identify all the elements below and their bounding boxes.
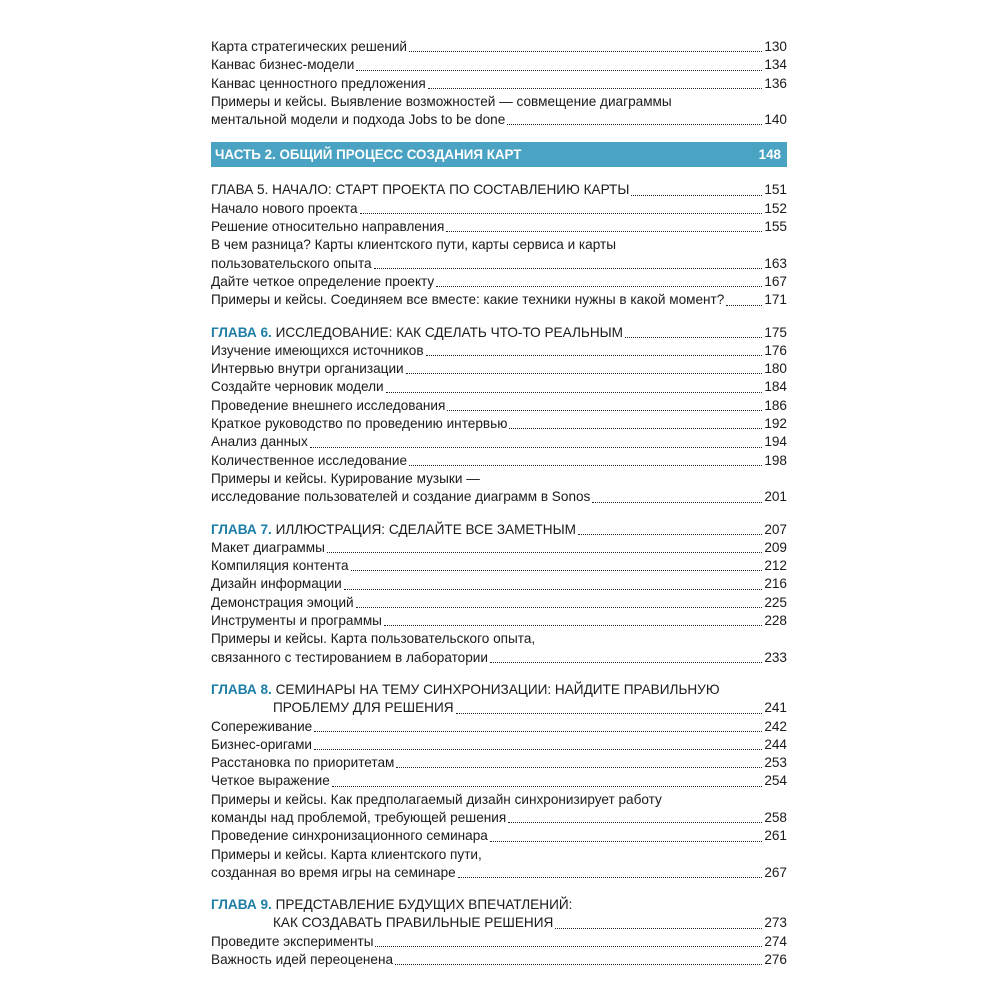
part-title: ЧАСТЬ 2. ОБЩИЙ ПРОЦЕСС СОЗДАНИЯ КАРТ (215, 147, 522, 163)
chapter-number: ГЛАВА 9. (211, 897, 272, 913)
toc-entry: Проведение синхронизационного семинара 261 (211, 828, 787, 844)
chapter-title: ПРЕДСТАВЛЕНИЕ БУДУЩИХ ВПЕЧАТЛЕНИЙ: (275, 897, 573, 913)
toc-entry: Создайте черновик модели 184 (211, 379, 787, 395)
toc-entry: Демонстрация эмоций 225 (211, 594, 787, 610)
chapter-heading (211, 896, 787, 914)
toc-entry: Расстановка по приоритетам 253 (211, 755, 787, 771)
chapter-title: НАЧАЛО: СТАРТ ПРОЕКТА ПО СОСТАВЛЕНИЮ КАРТЫ (272, 182, 630, 198)
toc-entry: команды над проблемой, требующей решения 258 (211, 809, 787, 825)
toc-entry: Компиляция контента 212 (211, 558, 787, 574)
toc-entry: Проведение внешнего исследования 186 (211, 397, 787, 413)
toc-entry: Анализ данных 194 (211, 434, 787, 450)
chapter-heading-cont: ПРОБЛЕМУ ДЛЯ РЕШЕНИЯ 241 (273, 700, 787, 716)
chapter-title: ИССЛЕДОВАНИЕ: КАК СДЕЛАТЬ ЧТО-ТО РЕАЛЬНЫМ (275, 324, 624, 340)
chapter-title: ИЛЛЮСТРАЦИЯ: СДЕЛАЙТЕ ВСЕ ЗАМЕТНЫМ (275, 521, 576, 537)
toc-entry-line: Примеры и кейсы. Выявление возможностей — совмещение диаграммы (211, 93, 672, 109)
toc-entry-line: Примеры и кейсы. Карта клиентского пути, (211, 846, 482, 862)
toc-entry: Важность идей переоценена 276 (211, 952, 787, 968)
table-of-contents (211, 38, 787, 969)
toc-entry: созданная во время игры на семинаре 267 (211, 864, 787, 880)
toc-entry: Интервью внутри организации 180 (211, 361, 787, 377)
chapter-heading-cont: КАК СОЗДАВАТЬ ПРАВИЛЬНЫЕ РЕШЕНИЯ 273 (273, 915, 787, 931)
chapter-heading: ГЛАВА 5. НАЧАЛО: СТАРТ ПРОЕКТА ПО СОСТАВЛЕНИЮ КАРТЫ 151 (211, 182, 787, 198)
toc-entry: Бизнес-оригами 244 (211, 736, 787, 752)
toc-entry: Начало нового проекта 152 (211, 200, 787, 216)
toc-entry: Четкое выражение 254 (211, 773, 787, 789)
chapter-number: ГЛАВА 7. (211, 521, 272, 537)
toc-entry: Макет диаграммы 209 (211, 539, 787, 555)
toc-entry: Канвас ценностного предложения 136 (211, 75, 787, 91)
chapter-number: ГЛАВА 5. (211, 182, 269, 198)
chapter-heading (211, 681, 787, 699)
chapter-heading: ГЛАВА 6. ИССЛЕДОВАНИЕ: КАК СДЕЛАТЬ ЧТО-ТО РЕАЛЬНЫМ 175 (211, 324, 787, 340)
toc-entry: Краткое руководство по проведению интервью 192 (211, 416, 787, 432)
toc-entry: Канвас бизнес-модели 134 (211, 57, 787, 73)
toc-entry-line: Примеры и кейсы. Курирование музыки — (211, 470, 480, 486)
toc-entry: Карта стратегических решений 130 (211, 39, 787, 54)
toc-entry-line: Примеры и кейсы. Карта пользовательского опыта, (211, 631, 536, 647)
toc-entry: Количественное исследование 198 (211, 452, 787, 468)
toc-entry: исследование пользователей и создание диаграмм в Sonos 201 (211, 489, 787, 505)
toc-entry: связанного с тестированием в лаборатории 233 (211, 649, 787, 665)
toc-entry: ментальной модели и подхода Jobs to be done 140 (211, 112, 787, 128)
part-heading (211, 142, 787, 167)
toc-entry: Решение относительно направления 155 (211, 219, 787, 235)
toc-entry: Сопереживание 242 (211, 718, 787, 734)
toc-entry: Дайте четкое определение проекту 167 (211, 273, 787, 289)
chapter-number: ГЛАВА 8. (211, 681, 272, 697)
toc-entry: Дизайн информации 216 (211, 576, 787, 592)
toc-entry: Инструменты и программы 228 (211, 613, 787, 629)
toc-entry: Примеры и кейсы. Соединяем все вместе: какие техники нужны в какой момент? 171 (211, 292, 787, 308)
toc-entry: Проведите эксперименты 274 (211, 933, 787, 949)
chapter-number: ГЛАВА 6. (211, 324, 272, 340)
chapter-heading: ГЛАВА 7. ИЛЛЮСТРАЦИЯ: СДЕЛАЙТЕ ВСЕ ЗАМЕТНЫМ 207 (211, 521, 787, 537)
toc-entry-line: В чем разница? Карты клиентского пути, карты сервиса и карты (211, 237, 616, 253)
chapter-title: СЕМИНАРЫ НА ТЕМУ СИНХРОНИЗАЦИИ: НАЙДИТЕ ПРАВИЛЬНУЮ (275, 681, 720, 697)
toc-entry-line: Примеры и кейсы. Как предполагаемый дизайн синхронизирует работу (211, 791, 662, 807)
toc-entry: Изучение имеющихся источников 176 (211, 342, 787, 358)
part-page: 148 (758, 147, 781, 163)
toc-entry: пользовательского опыта 163 (211, 255, 787, 271)
